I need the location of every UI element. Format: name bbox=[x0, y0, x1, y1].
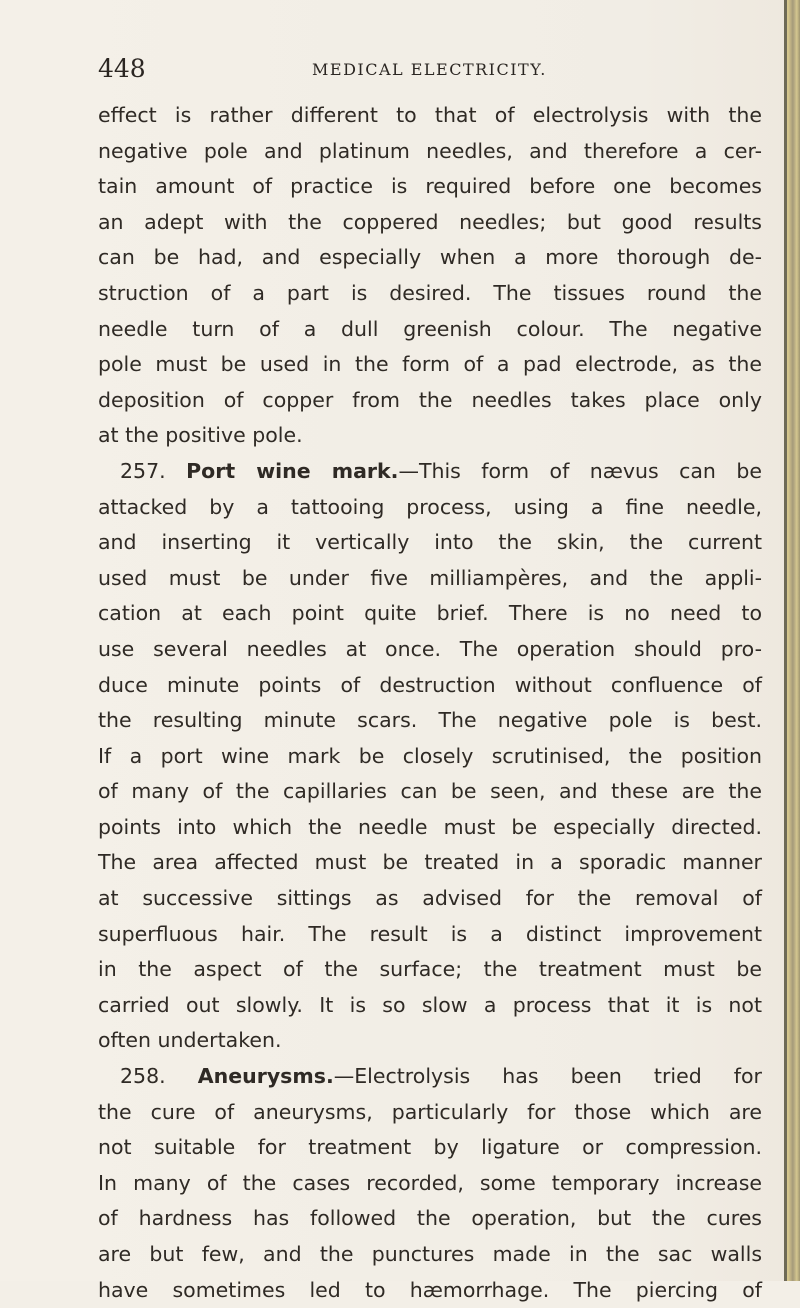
section-heading: Port wine mark. bbox=[186, 458, 399, 483]
text-line: used must be under five milliampères, and the appli- bbox=[98, 565, 762, 590]
body-text bbox=[98, 98, 762, 1308]
text-line: at the positive pole. bbox=[98, 423, 303, 448]
text-line: struction of a part is desired. The tissues round the bbox=[98, 280, 762, 305]
section-number: 257. bbox=[120, 458, 166, 483]
running-title: MEDICAL ELECTRICITY. bbox=[312, 60, 547, 79]
text-line: the resulting minute scars. The negative pole is best. bbox=[98, 708, 762, 733]
text-line: often undertaken. bbox=[98, 1028, 282, 1053]
text-line: use several needles at once. The operation should pro- bbox=[98, 636, 762, 661]
page-edge-shadow bbox=[784, 0, 787, 1281]
section-first-line-text: —Electrolysis has been tried for bbox=[333, 1064, 762, 1089]
text-line: the cure of aneurysms, particularly for those which are bbox=[98, 1099, 762, 1124]
text-line: have sometimes led to hæmorrhage. The piercing of bbox=[98, 1277, 762, 1302]
text-line: If a port wine mark be closely scrutinised, the position bbox=[98, 743, 762, 768]
text-line: carried out slowly. It is so slow a process that it is not bbox=[98, 992, 762, 1017]
text-line: of hardness has followed the operation, but the cures bbox=[98, 1206, 762, 1231]
text-line: effect is rather different to that of electrolysis with the bbox=[98, 103, 762, 127]
text-line: can be had, and especially when a more thorough de- bbox=[98, 245, 762, 270]
text-line: of many of the capillaries can be seen, and these are the bbox=[98, 779, 762, 804]
text-line: in the aspect of the surface; the treatment must be bbox=[98, 957, 762, 982]
text-line: needle turn of a dull greenish colour. The negative bbox=[98, 316, 762, 341]
text-line: The area affected must be treated in a sporadic manner bbox=[98, 850, 762, 875]
section-257-heading-line bbox=[98, 454, 762, 490]
text-line: pole must be used in the form of a pad electrode, as the bbox=[98, 352, 762, 377]
text-line: points into which the needle must be especially directed. bbox=[98, 814, 762, 839]
text-line: not suitable for treatment by ligature or compression. bbox=[98, 1135, 762, 1160]
text-line: In many of the cases recorded, some temporary increase bbox=[98, 1170, 762, 1195]
text-line: and inserting it vertically into the skin, the current bbox=[98, 530, 762, 555]
text-line: cation at each point quite brief. There is no need to bbox=[98, 601, 762, 626]
text-line: negative pole and platinum needles, and therefore a cer- bbox=[98, 138, 762, 163]
section-258-heading-line bbox=[98, 1059, 762, 1095]
section-heading: Aneurysms. bbox=[197, 1064, 334, 1089]
text-line: superfluous hair. The result is a distinct improvement bbox=[98, 921, 762, 946]
text-line: attacked by a tattooing process, using a fine needle, bbox=[98, 494, 762, 519]
section-number: 258. bbox=[120, 1064, 166, 1089]
text-line: an adept with the coppered needles; but good results bbox=[98, 209, 762, 234]
text-line: deposition of copper from the needles takes place only bbox=[98, 387, 762, 412]
page-number: 448 bbox=[98, 54, 146, 83]
running-head bbox=[98, 52, 758, 86]
text-line: duce minute points of destruction without confluence of bbox=[98, 672, 762, 697]
section-first-line-text: —This form of nævus can be bbox=[398, 458, 762, 483]
text-line: tain amount of practice is required before one becomes bbox=[98, 174, 762, 199]
text-line: are but few, and the punctures made in the sac walls bbox=[98, 1242, 762, 1266]
text-line: at successive sittings as advised for the removal of bbox=[98, 886, 762, 911]
